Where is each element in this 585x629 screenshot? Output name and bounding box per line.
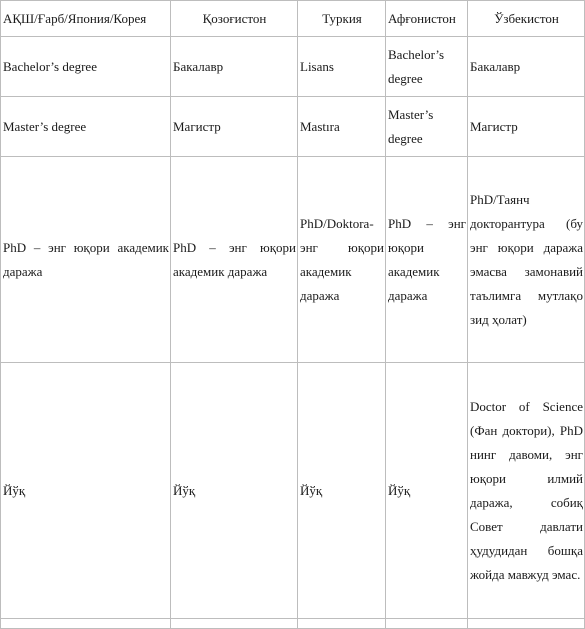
cell-bachelor-kazakhstan: Бакалавр <box>171 37 298 97</box>
cell-phd-uzbekistan: PhD/Таянч докторантура (бу энг юқори даража эмасва замонавий таълимга мутлақо зид ҳолат) <box>468 157 585 363</box>
table-row-phd <box>1 157 585 363</box>
table-row-continuation <box>1 619 585 629</box>
cell-phd-turkey: PhD/Doktora- энг юқори академик даража <box>298 157 386 363</box>
cell-continuation-3 <box>298 619 386 629</box>
cell-dsc-turkey: Йўқ <box>298 363 386 619</box>
cell-bachelor-afghanistan: Bachelor’s degree <box>386 37 468 97</box>
header-uzbekistan: Ўзбекистон <box>468 1 585 37</box>
table-row-doctor-of-science <box>1 363 585 619</box>
table-header-row <box>1 1 585 37</box>
header-usa-west-japan-korea: АҚШ/Ғарб/Япония/Корея <box>1 1 171 37</box>
cell-phd-kazakhstan: PhD – энг юқори академик даража <box>171 157 298 363</box>
cell-master-turkey: Mastıra <box>298 97 386 157</box>
header-turkey: Туркия <box>298 1 386 37</box>
cell-master-uzbekistan: Магистр <box>468 97 585 157</box>
cell-master-kazakhstan: Магистр <box>171 97 298 157</box>
table-row-bachelor <box>1 37 585 97</box>
header-kazakhstan: Қозоғистон <box>171 1 298 37</box>
cell-dsc-usa: Йўқ <box>1 363 171 619</box>
cell-phd-usa: PhD – энг юқори академик даража <box>1 157 171 363</box>
table-row-master <box>1 97 585 157</box>
cell-master-afghanistan: Master’s degree <box>386 97 468 157</box>
cell-continuation-2 <box>171 619 298 629</box>
cell-bachelor-turkey: Lisans <box>298 37 386 97</box>
cell-master-usa: Master’s degree <box>1 97 171 157</box>
cell-dsc-uzbekistan: Doctor of Science (Фан доктори), PhD нинг давоми, энг юқори илмий даража, собиқ Совет давлати ҳудудидан бошқа жойда мавжуд эмас. <box>468 363 585 619</box>
cell-continuation-1 <box>1 619 171 629</box>
cell-continuation-4 <box>386 619 468 629</box>
cell-bachelor-uzbekistan: Бакалавр <box>468 37 585 97</box>
cell-continuation-5 <box>468 619 585 629</box>
cell-bachelor-usa: Bachelor’s degree <box>1 37 171 97</box>
cell-dsc-afghanistan: Йўқ <box>386 363 468 619</box>
cell-phd-afghanistan: PhD – энг юқори академик даража <box>386 157 468 363</box>
header-afghanistan: Афғонистон <box>386 1 468 37</box>
cell-dsc-kazakhstan: Йўқ <box>171 363 298 619</box>
